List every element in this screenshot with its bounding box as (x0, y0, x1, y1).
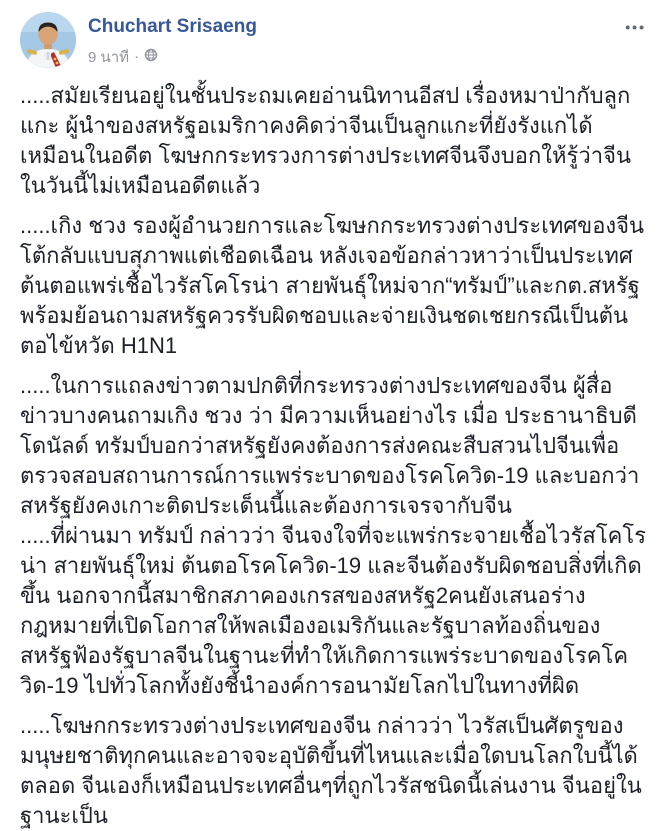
timestamp[interactable]: 9 นาที (88, 48, 130, 66)
header-meta (88, 12, 257, 69)
post-paragraph: .....โฆษกกระทรวงต่างประเทศของจีน กล่าวว่า ไวรัสเป็นศัตรูของมนุษยชาติทุกคนและอาจจะอุบัติขึ้นที่ไหนและเมื่อใดบนโลกใบนี้ได้ตลอด จีนเองก็เหมือนประเทศอื่นๆที่ถูกไวรัสชนิดนี้เล่นงาน จีนอยู่ในฐานะเป็น (20, 712, 642, 828)
post-paragraph: .....ที่ผ่านมา ทรัมป์ กล่าวว่า จีนจงใจที่จะแพร่กระจายเชื้อไวรัสโคโรน่า สายพันธุ์ใหม่ ต้นตอโรคโควิด-19 และจีนต้องรับผิดชอบสิ่งที่เกิดขึ้น นอกจากนี้สมาชิกสภาคองเกรสของสหรัฐ2คนยังเสนอร่างกฎหมายที่เปิดโอกาสให้พลเมืองอเมริกันและรัฐบาลท้องถิ่นของสหรัฐฟ้องรัฐบาลจีนในฐานะที่ทำให้เกิดการแพร่ระบาดของโรคโควิด-19 ไปทั่วโลกทั้งยังชี้นำองค์การอนามัยโลกไปในทางที่ผิด (20, 522, 647, 698)
author-name-link[interactable]: Chuchart Srisaeng (88, 16, 257, 37)
post-paragraph: .....เกิง ชวง รองผู้อำนวยการและโฆษกกระทรวงต่างประเทศของจีน โต้กลับแบบสุภาพแต่เชือดเฉือน หลังเจอข้อกล่าวหาว่าเป็นประเทศต้นตอแพร่เชื้อไวรัสโคโรน่า สายพันธุ์ใหม่จาก“ทรัมป์”และกต.สหรัฐ พร้อมย้อนถามสหรัฐควรรับผิดชอบและจ่ายเงินชดเชยกรณีเป็นต้นตอไข้หวัด H1N1 (20, 212, 645, 358)
post-meta-line[interactable] (88, 45, 257, 69)
profile-photo-man-in-uniform (20, 12, 76, 68)
meta-separator: · (134, 48, 140, 66)
post-body-text (0, 69, 668, 831)
globe-privacy-icon (144, 48, 158, 66)
post-header (0, 0, 668, 69)
profile-avatar[interactable] (20, 12, 76, 68)
more-options-icon[interactable]: ••• (625, 19, 646, 35)
post-paragraph: .....ในการแถลงข่าวตามปกติที่กระทรวงต่างประเทศของจีน ผู้สื่อข่าวบางคนถามเกิง ชวง ว่า มีความเห็นอย่างไร เมื่อ ประธานาธิบดีโดนัลด์ ทรัมป์บอกว่าสหรัฐยังคงต้องการส่งคณะสืบสวนไปจีนเพื่อตรวจสอบสถานการณ์การแพร่ระบาดของโรคโควิด-19 และบอกว่าสหรัฐยังคงเกาะติดประเด็นนี้และต้องการเจรจากับจีน (20, 372, 640, 518)
post-paragraph: .....สมัยเรียนอยู่ในชั้นประถมเคยอ่านนิทานอีสป เรื่องหมาป่ากับลูกแกะ ผู้นำของสหรัฐอเมริกาคงคิดว่าจีนเป็นลูกแกะที่ยังรังแกได้เหมือนในอดีต โฆษกกระทรวงการต่างประเทศจีนจึงบอกให้รู้ว่าจีนในวันนี้ไม่เหมือนอดีตแล้ว (20, 82, 632, 198)
